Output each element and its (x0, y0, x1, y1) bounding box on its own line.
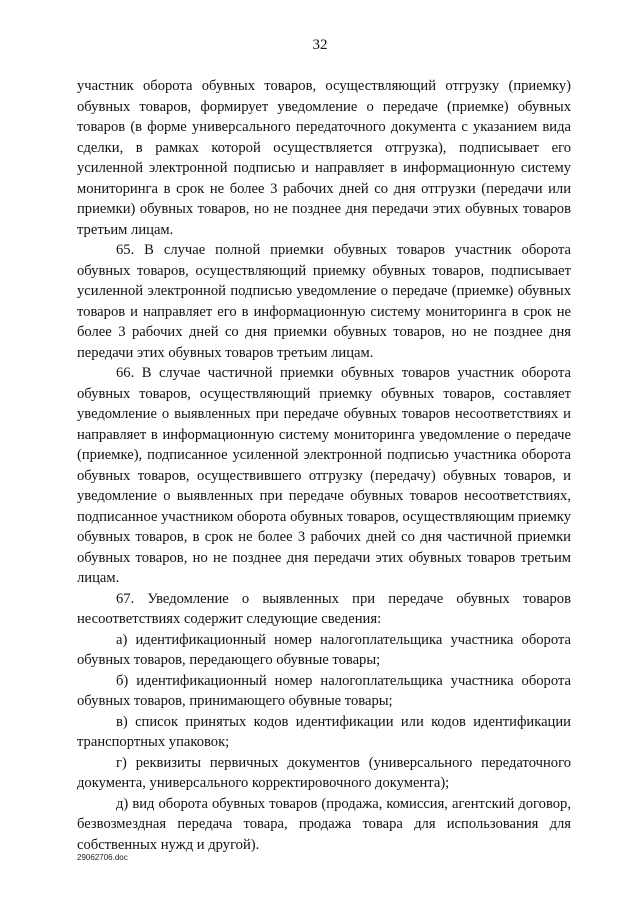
list-item-v: в) список принятых кодов идентификации или кодов идентификации транспортных упаковок; (77, 713, 571, 750)
paragraph-continuation: участник оборота обувных товаров, осуществляющий отгрузку (приемку) обувных товаров, формирует уведомление о передаче (приемке) обувных товаров (в форме универсального передаточного документа с указанием вида сделки, в рамках которой осуществляется отгрузка), подписывает его усиленной электронной подписью и направляет в информационную систему мониторинга в срок не более 3 рабочих дней со дня отгрузки (передачи или приемки) обувных товаров, но не позднее дня передачи этих обувных товаров третьим лицам. (77, 78, 571, 238)
document-body (77, 76, 571, 855)
page-number: 32 (312, 37, 328, 53)
paragraph-67: 67. Уведомление о выявленных при передаче обувных товаров несоответствиях содержит следующие сведения: (77, 590, 571, 627)
list-item-d: д) вид оборота обувных товаров (продажа, комиссия, агентский договор, безвозмездная передача товара, продажа товара для использования для собственных нужд и другой). (77, 795, 571, 853)
paragraph-66: 66. В случае частичной приемки обувных товаров участник оборота обувных товаров, осуществляющий приемку обувных товаров, составляет уведомление о выявленных при передаче обувных товаров несоответствиях и направляет в информационную систему мониторинга уведомление о передаче (приемке), подписанное усиленной электронной подписью участника оборота обувных товаров, осуществившего отгрузку (передачу) обувных товаров, и уведомление о выявленных при передаче обувных товаров несоответствиях, подписанное участником оборота обувных товаров, осуществляющим приемку обувных товаров, в срок не более 3 рабочих дней со дня частичной приемки обувных товаров, но не позднее дня передачи этих обувных товаров третьим лицам. (77, 365, 571, 586)
list-item-b: б) идентификационный номер налогоплательщика участника оборота обувных товаров, принимающего обувные товары; (77, 672, 571, 709)
footer-file-name: 29062706.doc (77, 853, 128, 862)
list-item-a: а) идентификационный номер налогоплательщика участника оборота обувных товаров, передающего обувные товары; (77, 631, 571, 668)
list-item-g: г) реквизиты первичных документов (универсального передаточного документа, универсального корректировочного документа); (77, 754, 571, 791)
paragraph-65: 65. В случае полной приемки обувных товаров участник оборота обувных товаров, осуществляющий приемку обувных товаров, подписывает усиленной электронной подписью уведомление о передаче (приемке) обувных товаров и направляет его в информационную систему мониторинга в срок не более 3 рабочих дней со дня приемки обувных товаров, но не позднее дня передачи этих обувных товаров третьим лицам. (77, 242, 571, 361)
